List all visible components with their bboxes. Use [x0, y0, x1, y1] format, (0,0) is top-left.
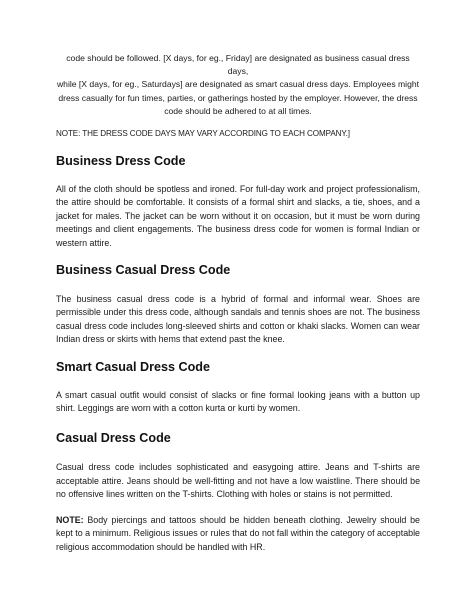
heading-casual-dress-code: Casual Dress Code — [56, 431, 171, 446]
intro-line-4: code should be adhered to at all times. — [164, 105, 312, 116]
heading-business-dress-code: Business Dress Code — [56, 154, 186, 169]
final-note-text: Body piercings and tattoos should be hidden beneath clothing. Jewelry should be kept to a minimum. Religious issues or rules that do not fall within the category of acceptable religious accommodation should be handled with HR. — [56, 514, 420, 552]
paragraph-casual-dress-code: Casual dress code includes sophisticated and easygoing attire. Jeans and T-shirts are acceptable attire. Jeans should be well-fitting and not have a low waistline. There should be no offensive lines written on the T-shirts. Clothing with holes or stains is not permitted. — [56, 462, 420, 500]
final-note-paragraph — [56, 514, 420, 554]
heading-business-casual-dress-code: Business Casual Dress Code — [56, 263, 231, 278]
dress-code-days-note: NOTE: THE DRESS CODE DAYS MAY VARY ACCORDING TO EACH COMPANY.] — [56, 129, 350, 139]
final-note-label: NOTE: — [56, 514, 84, 525]
paragraph-business-dress-code: All of the cloth should be spotless and ironed. For full-day work and project professionalism, the attire should be comfortable. It consists of a formal shirt and slacks, a tie, shoes, and a jacket for males. The jacket can be worn without it on occasion, but it must be worn during meetings and client engagements. The business dress code for women is formal Indian or western attire. — [56, 184, 420, 248]
intro-line-3: dress casually for fun times, parties, or gatherings hosted by the employer. However, the dress — [58, 92, 418, 103]
intro-line-2: while [X days, for eg., Saturdays] are designated as smart casual dress days. Employees might — [56, 79, 420, 90]
intro-paragraph — [56, 52, 420, 118]
paragraph-smart-casual-dress-code: A smart casual outfit would consist of slacks or fine formal looking jeans with a button up shirt. Leggings are worn with a cotton kurta or kurti by women. — [56, 389, 420, 414]
heading-smart-casual-dress-code: Smart Casual Dress Code — [56, 359, 210, 374]
document-page — [56, 52, 420, 554]
paragraph-business-casual-dress-code: The business casual dress code is a hybrid of formal and informal wear. Shoes are permissible under this dress code, although sandals and tennis shoes are not. The business casual dress code includes long-sleeved shirts and cotton or khaki slacks. Women can wear Indian dress or skirts with hems that extend past the knee. — [56, 294, 420, 345]
intro-line-1: code should be followed. [X days, for eg., Friday] are designated as business casual dress days, — [66, 53, 410, 77]
